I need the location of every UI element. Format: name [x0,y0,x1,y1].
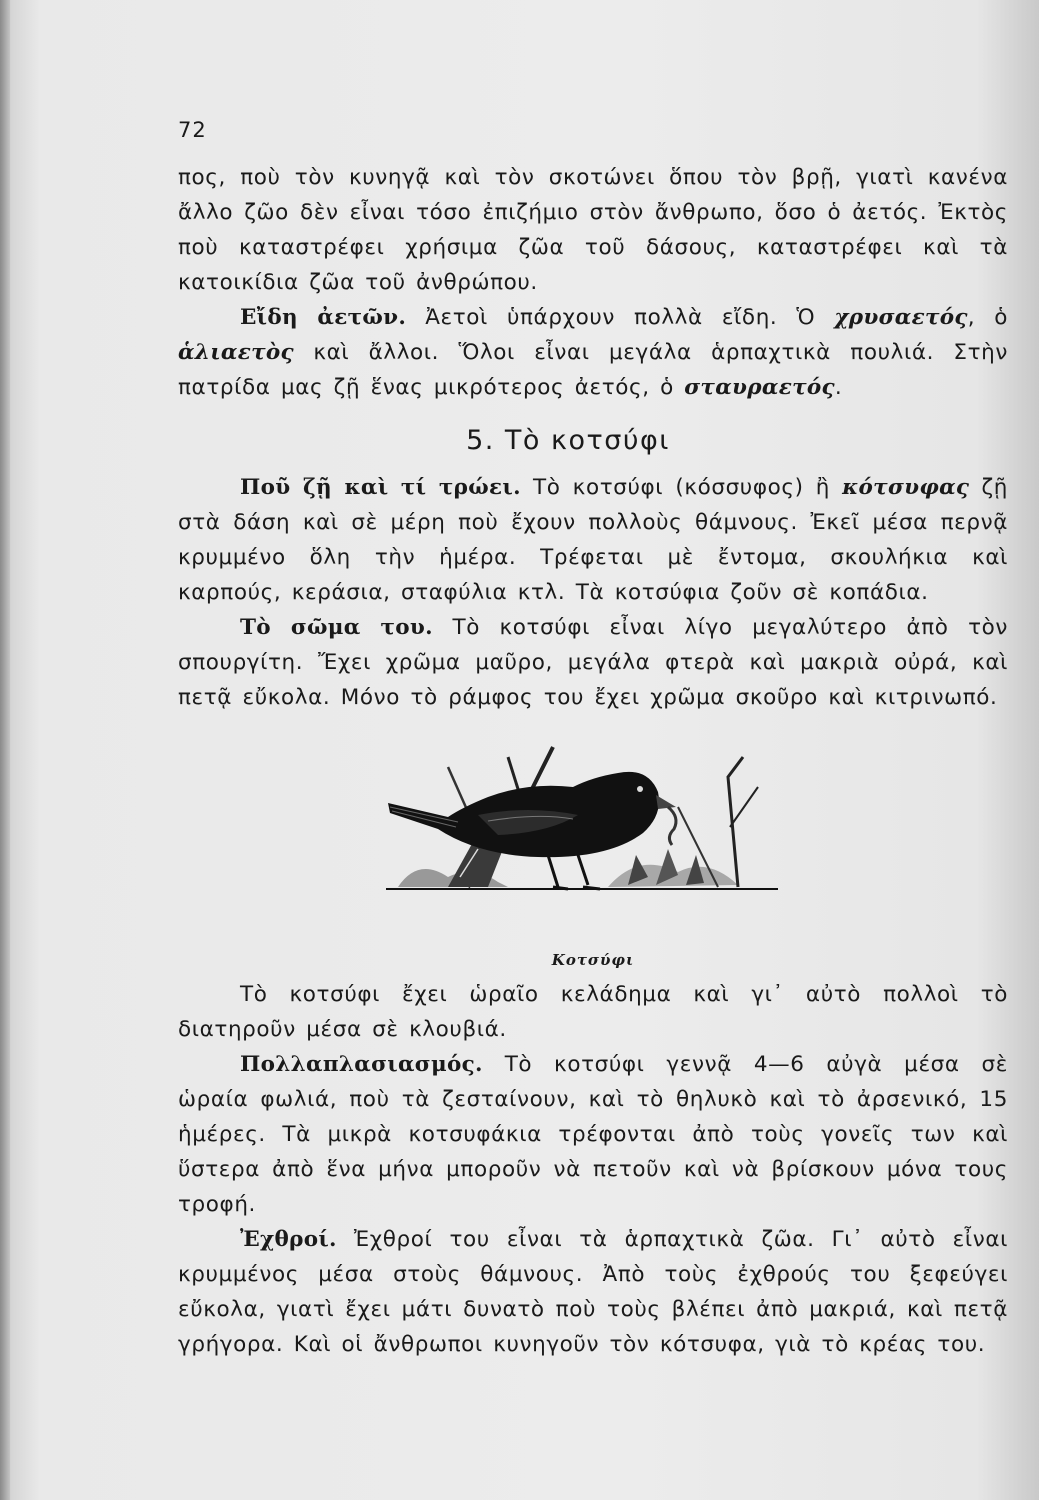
body-paragraph [178,610,1008,715]
figure-caption: Κοτσύφι [551,951,635,969]
page-edge-shadow [0,0,10,1500]
page-number: 72 [178,118,207,142]
term-kotsyfas: κότσυφας [842,475,970,500]
section-title: 5. Τὸ κοτσύφι [466,425,670,456]
blackbird-illustration [378,737,788,897]
enemies-paragraph [178,1222,1008,1362]
habitat-heading: Ποῦ ζῇ καὶ τί τρώει. [240,475,521,500]
song-text: Τὸ κοτσύφι ἔχει ὡραῖο κελάδημα καὶ γι᾽ αὐτὸ πολλοὶ τὸ διατηροῦν μέσα σὲ κλουβιά. [178,982,1008,1042]
habitat-text-1: Τὸ κοτσύφι (κόσσυφος) ἢ [520,475,843,500]
term-golden-eagle: χρυσαετός [834,305,968,330]
reproduction-text: Τὸ κοτσύφι γεννᾷ 4—6 αὐγὰ μέσα σὲ ὡραία φωλιά, ποὺ τὰ ζεσταίνουν, καὶ τὸ θηλυκὸ καὶ τὸ ἀρσενικό, 15 ἡμέρες. Τὰ μικρὰ κοτσυφάκια τρέφονται ἀπὸ τοὺς γονεῖς των καὶ ὕστερα ἀπὸ ἕνα μήνα μποροῦν νὰ πετοῦν καὶ νὰ βρίσκουν μόνα τους τροφή. [178,1052,1008,1217]
eagle-species-text-4: . [834,375,843,400]
eagle-continuation-text: πος, ποὺ τὸν κυνηγᾷ καὶ τὸν σκοτώνει ὅπου τὸν βρῇ, γιατὶ κανένα ἄλλο ζῶο δὲν εἶναι τόσο ἐπιζήμιο στὸν ἄνθρωπο, ὅσο ὁ ἀετός. Ἐκτὸς ποὺ καταστρέφει χρήσιμα ζῶα τοῦ δάσους, καταστρέφει καὶ τὰ κατοικίδια ζῶα τοῦ ἀνθρώπου. [178,165,1008,295]
reproduction-paragraph [178,1047,1008,1222]
enemies-text: Ἐχθροί του εἶναι τὰ ἁρπαχτικὰ ζῶα. Γι᾽ αὐτὸ εἶναι κρυμμένος μέσα στοὺς θάμνους. Ἀπὸ τοὺς ἐχθρούς του ξεφεύγει εὔκολα, γιατὶ ἔχει μάτι δυνατὸ ποὺ τοὺς βλέπει ἀπὸ μακριά, καὶ πετᾷ γρήγορα. Καὶ οἱ ἄνθρωποι κυνηγοῦν τὸν κότσυφα, γιὰ τὸ κρέας του. [178,1227,1008,1357]
eagle-continuation-paragraph [178,160,1008,300]
habitat-paragraph [178,470,1008,610]
body-text: Τὸ κοτσύφι εἶναι λίγο μεγαλύτερο ἀπὸ τὸν σπουργίτη. Ἔχει χρῶμα μαῦρο, μεγάλα φτερὰ καὶ μακριὰ οὐρά, καὶ πετᾷ εὔκολα. Μόνο τὸ ράμφος του ἔχει χρῶμα σκοῦρο καὶ κιτρινωπό. [178,615,1008,710]
blackbird-figure [178,737,1008,937]
eagle-species-paragraph [178,300,1008,405]
term-cross-eagle: σταυραετός [684,375,835,400]
eagle-species-text-1: Ἀετοὶ ὑπάρχουν πολλὰ εἴδη. Ὁ [406,305,835,330]
eagle-species-text-2: , ὁ [967,305,1009,330]
song-paragraph [178,977,1008,1047]
page-content [178,160,1008,1362]
term-sea-eagle: ἁλιαετὸς [178,340,294,365]
eagle-species-text-3: καὶ ἄλλοι. Ὅλοι εἶναι μεγάλα ἁρπαχτικὰ πουλιά. Στὴν πατρίδα μας ζῇ ἕνας μικρότερος ἀετός, ὁ [178,340,1008,400]
eagle-species-heading: Εἴδη ἀετῶν. [240,305,407,330]
enemies-heading: Ἐχθροί. [240,1227,337,1252]
body-heading: Τὸ σῶμα του. [240,615,433,640]
reproduction-heading: Πολλαπλασιασμός. [240,1052,483,1077]
habitat-text-2: ζῇ στὰ δάση καὶ σὲ μέρη ποὺ ἔχουν πολλοὺς θάμνους. Ἐκεῖ μέσα περνᾷ κρυμμένο ὅλη τὴν ἡμέρα. Τρέφεται μὲ ἔντομα, σκουλήκια καὶ καρπούς, κεράσια, σταφύλια κτλ. Τὰ κοτσύφια ζοῦν σὲ κοπάδια. [178,475,1008,605]
